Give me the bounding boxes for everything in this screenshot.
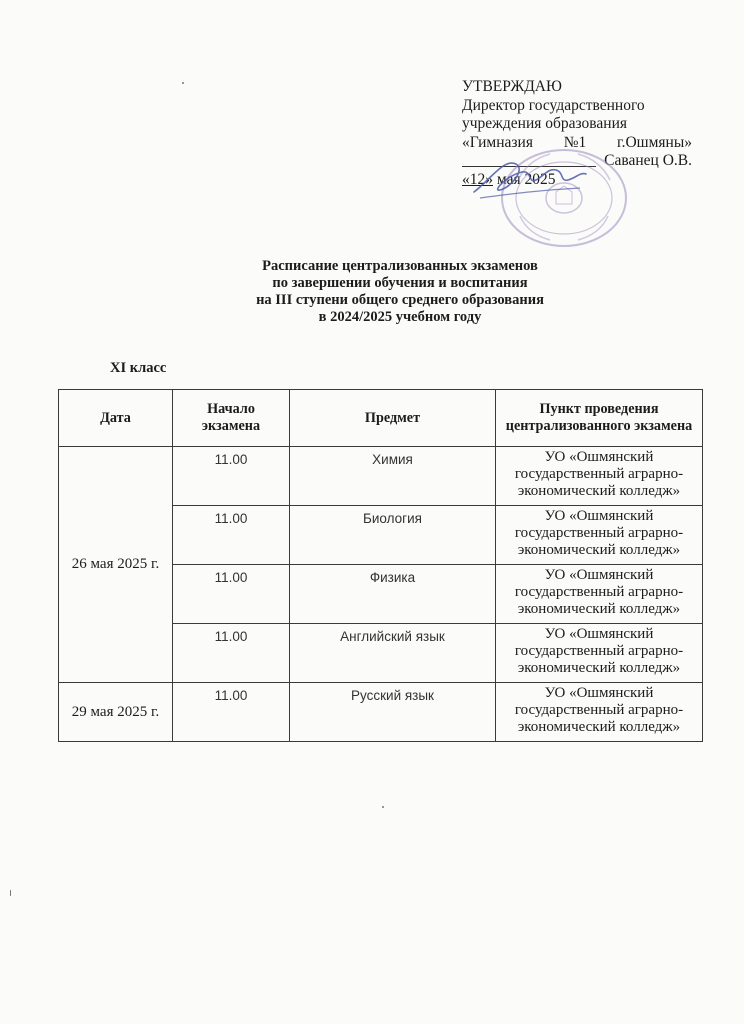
place-cell: УО «Ошмянский государственный аграрно-экономический колледж» [496,624,703,683]
header-start: Начало экзамена [173,390,290,447]
subject-cell: Русский язык [290,683,496,742]
scan-speck [10,890,11,896]
document-title [190,258,610,326]
class-label: XI класс [110,360,167,376]
time-cell: 11.00 [173,624,290,683]
header-subject: Предмет [290,390,496,447]
approval-date-rest: мая 2025 [496,170,556,188]
approval-date-day: «12» [462,170,493,188]
position-line-1: Директор государственного [462,96,645,114]
time-cell: 11.00 [173,447,290,506]
org-name-part-1: «Гимназия [462,133,533,151]
director-name: Саванец О.В. [604,152,692,169]
subject-cell: Английский язык [290,624,496,683]
subject-cell: Физика [290,565,496,624]
date-cell: 26 мая 2025 г. [59,447,173,683]
time-cell: 11.00 [173,565,290,624]
place-cell: УО «Ошмянский государственный аграрно-экономический колледж» [496,447,703,506]
time-cell: 11.00 [173,506,290,565]
title-line-3: на III ступени общего среднего образования [256,292,544,308]
subject-cell: Химия [290,447,496,506]
org-name-part-3: г.Ошмяны» [616,133,692,151]
exam-schedule-table [58,389,703,742]
table-row [59,447,703,506]
org-name-part-2: №1 [563,133,587,151]
approve-word: УТВЕРЖДАЮ [462,78,562,95]
position-line-2: учреждения образования [462,115,628,132]
place-cell: УО «Ошмянский государственный аграрно-экономический колледж» [496,506,703,565]
scan-speck [182,82,184,84]
scan-speck [382,806,384,808]
title-line-2: по завершении обучения и воспитания [272,275,528,291]
table-header-row [59,390,703,447]
time-cell: 11.00 [173,683,290,742]
title-line-4: в 2024/2025 учебном году [318,309,482,325]
table-row [59,683,703,742]
place-cell: УО «Ошмянский государственный аграрно-экономический колледж» [496,565,703,624]
header-place: Пункт проведения централизованного экзамена [496,390,703,447]
subject-cell: Биология [290,506,496,565]
director-signature [470,150,590,202]
title-line-1: Расписание централизованных экзаменов [262,258,538,274]
date-cell: 29 мая 2025 г. [59,683,173,742]
header-date: Дата [59,390,173,447]
place-cell: УО «Ошмянский государственный аграрно-экономический колледж» [496,683,703,742]
